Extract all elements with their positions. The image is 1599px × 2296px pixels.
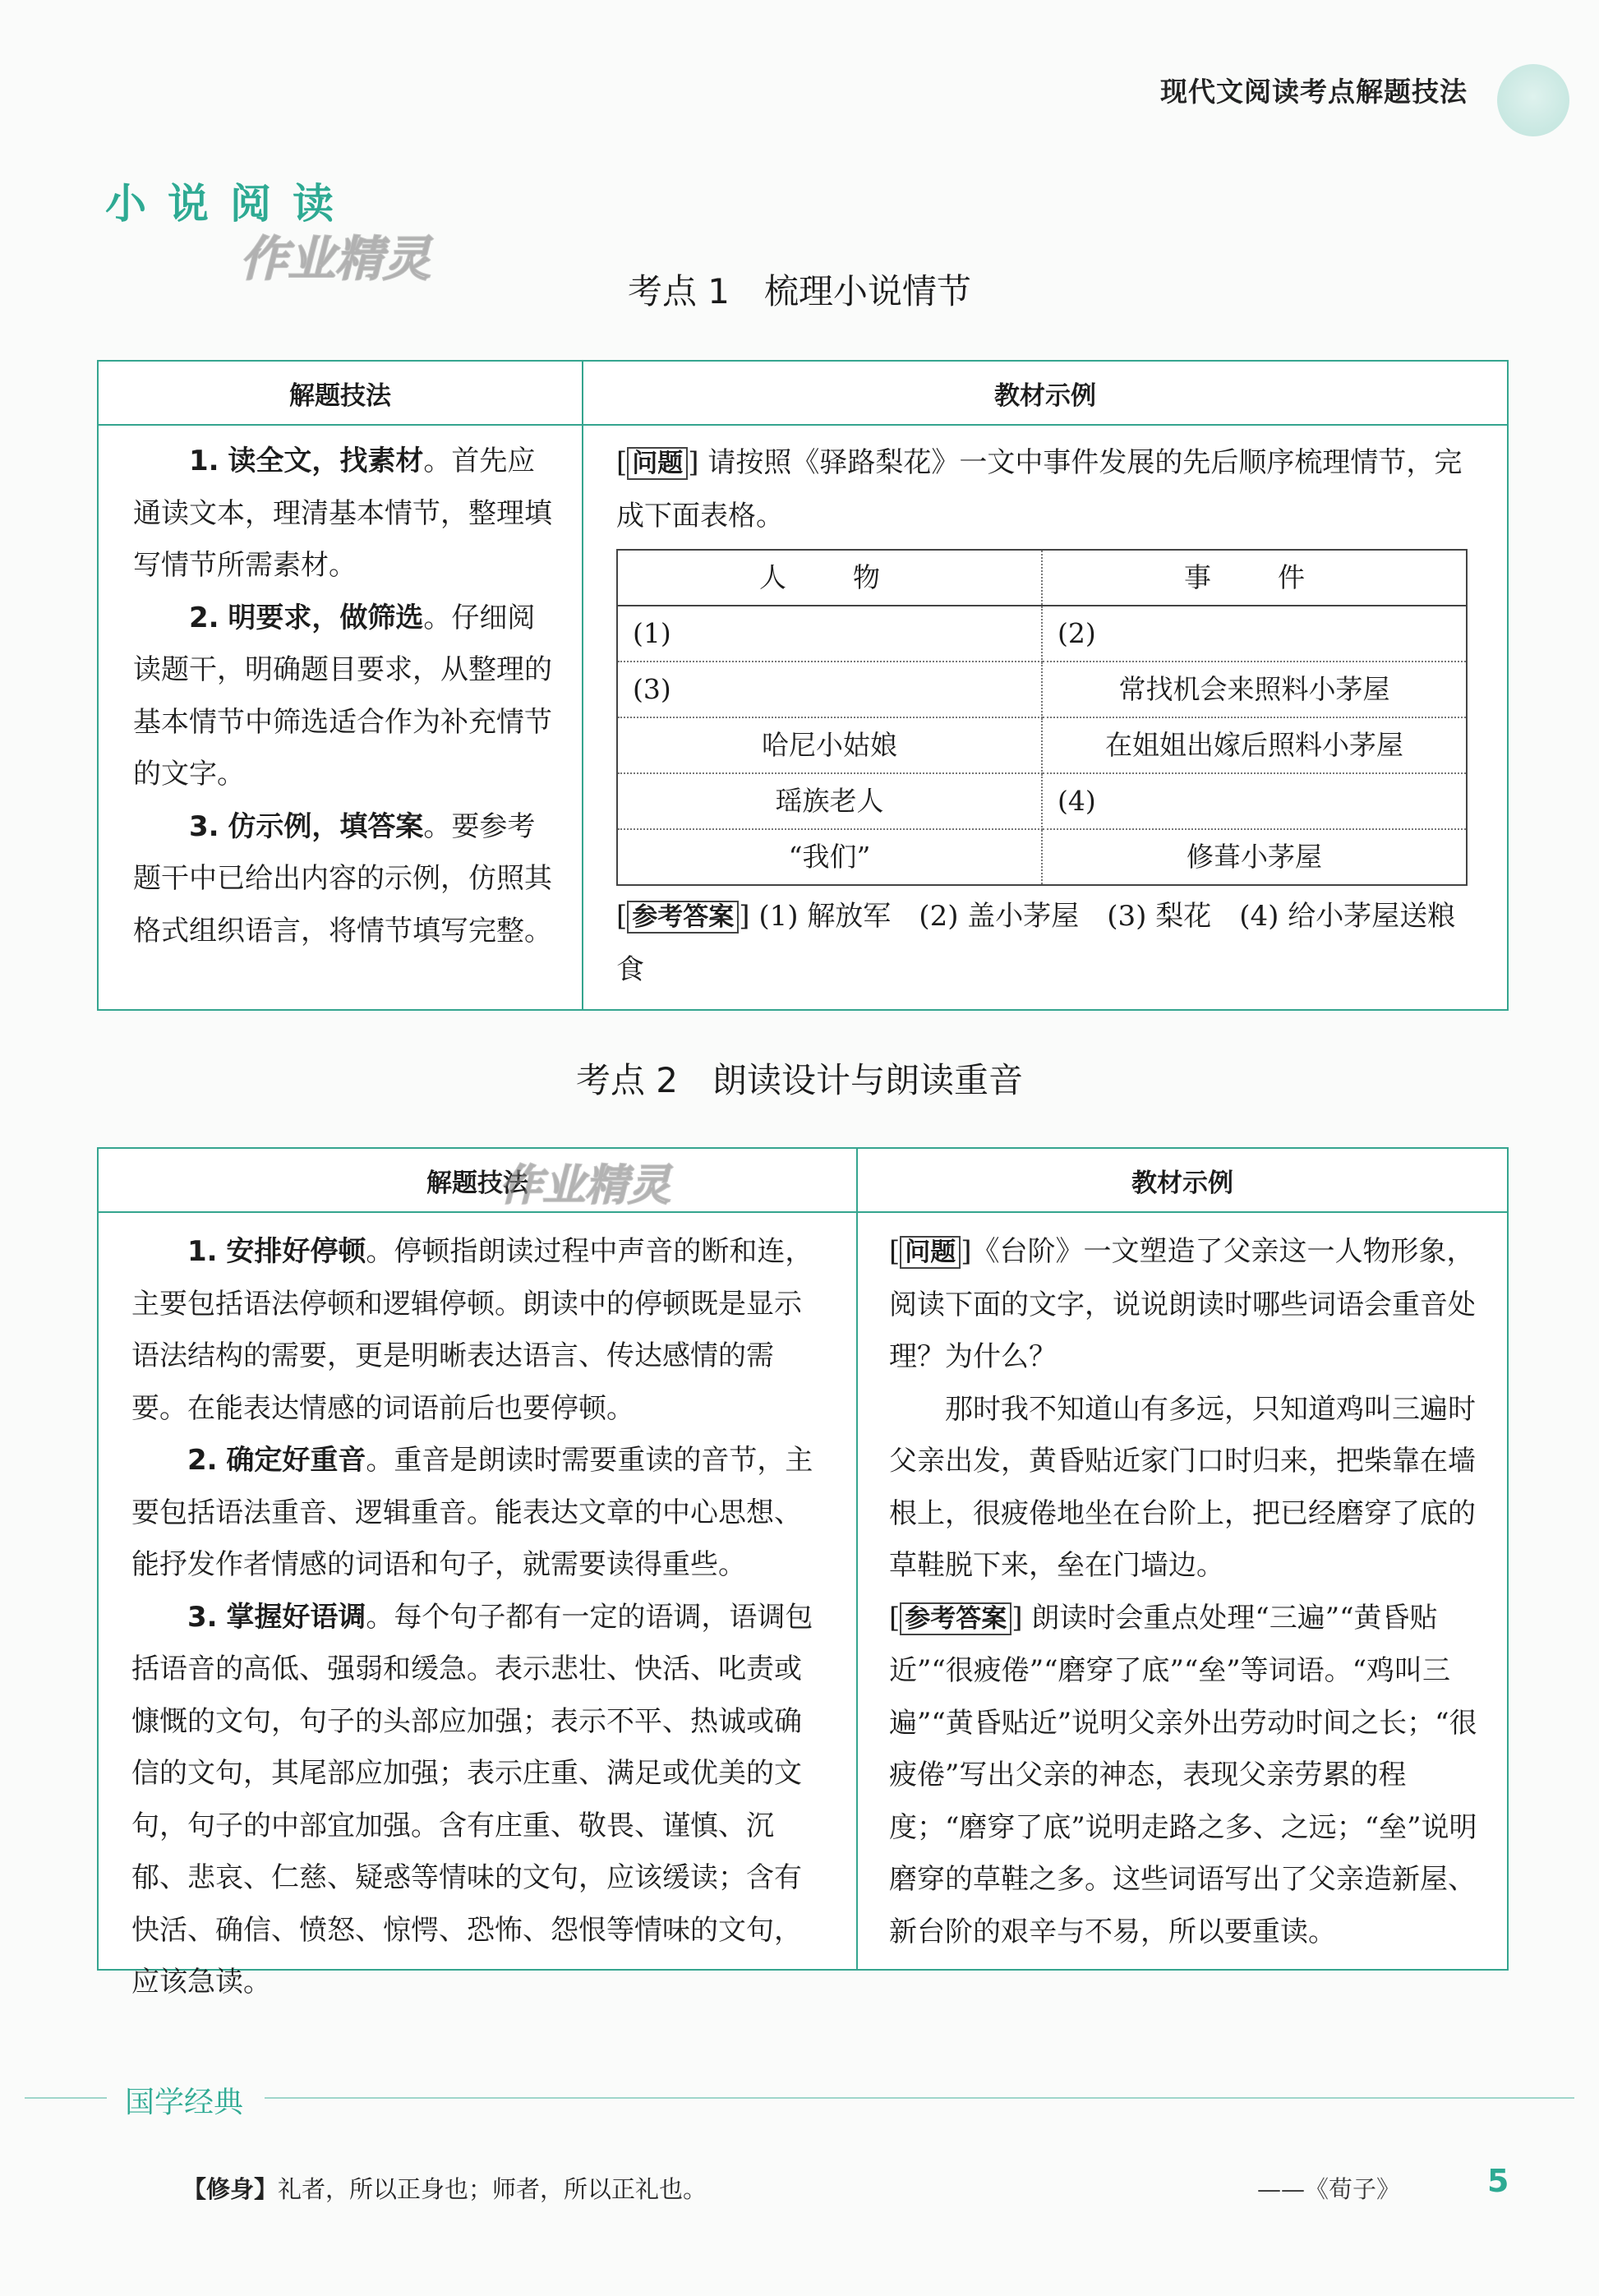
method-1: 1. 读全文，找素材。首先应通读文本，理清基本情节，整理填写情节所需素材。	[133, 445, 552, 582]
footer-quote	[182, 2171, 707, 2205]
table-row: (3) 常找机会来照料小茅屋	[617, 662, 1467, 717]
kaodian2-title-text: 朗读设计与朗读重音	[712, 1060, 1024, 1100]
watermark-middle: 作业精灵	[500, 1161, 671, 1210]
watermark-top: 作业精灵	[240, 231, 431, 287]
table-header-person: 人 物	[617, 550, 1042, 606]
kaodian1-answer: [ 参考答案 ] (1) 解放军 (2) 盖小茅屋 (3) 梨花 (4) 给小茅屋送粮食	[616, 900, 1456, 986]
footer-label: 国学经典	[125, 2086, 244, 2119]
kaodian1-methods	[133, 436, 552, 957]
method-3: 3. 掌握好语调。每个句子都有一定的语调，语调包括语音的高低、强弱和缓急。表示悲壮、快活、叱责或慷慨的文句，句子的头部应加强；表示不平、热诚或确信的文句，其尾部应加强；表示庄重、满足或优美的文句，句子的中部宜加强。含有庄重、敬畏、谨慎、沉郁、悲哀、仁慈、疑惑等情味的文句，应该缓读；含有快活、确信、愤怒、惊愕、恐怖、怨恨等情味的文句，应该急读。	[131, 1600, 813, 1999]
kaodian2-num: 考点 2	[575, 1060, 679, 1100]
kaodian2-question: [ 问题 ]《台阶》一文塑造了父亲这一人物形象，阅读下面的文字，说说朗读时哪些词语会重音处理？为什么？	[889, 1235, 1476, 1373]
kaodian1-left-header: 解题技法	[99, 362, 583, 424]
footer-quote-text: 礼者，所以正身也；师者，所以正礼也。	[278, 2175, 707, 2203]
kaodian2-title	[0, 1053, 1599, 1103]
kaodian1-title	[0, 265, 1599, 314]
footer-divider-left	[25, 2097, 107, 2099]
table-header-event: 事 件	[1042, 550, 1467, 606]
section-title: 小说阅读	[105, 180, 355, 228]
table-row: 哈尼小姑娘 在姐姐出嫁后照料小茅屋	[617, 717, 1467, 773]
footer-quote-tag: 【修身】	[182, 2175, 279, 2203]
kaodian1-example	[616, 437, 1479, 996]
kaodian1-right-header: 教材示例	[994, 380, 1096, 411]
kaodian1-question: [ 问题 ] 请按照《驿路梨花》一文中事件发展的先后顺序梳理情节，完成下面表格。	[616, 446, 1463, 533]
header-title: 现代文阅读考点解题技法	[1160, 76, 1468, 108]
plot-table	[616, 549, 1468, 886]
table-row: (1) (2)	[617, 606, 1467, 662]
kaodian2-right-header: 教材示例	[1131, 1168, 1233, 1198]
kaodian2-box	[97, 1147, 1509, 1999]
kaodian1-box	[97, 360, 1509, 1011]
kaodian2-answer: [ 参考答案 ] 朗读时会重点处理“三遍”“黄昏贴近”“很疲倦”“磨穿了底”“垒”等词语。“鸡叫三遍”“黄昏贴近”说明父亲外出劳动时间之长；“很疲倦”写出父亲的神态，表现父亲劳累的程度；“磨穿了底”说明走路之多、之远；“垒”说明磨穿的草鞋之多。这些词语写出了父亲造新屋、新台阶的艰辛与不易，所以要重读。	[889, 1601, 1477, 1948]
kaodian2-methods	[131, 1226, 827, 2009]
table-row: “我们” 修葺小茅屋	[617, 829, 1467, 885]
footer-source: ——《荀子》	[1257, 2175, 1401, 2203]
method-2: 2. 明要求，做筛选。仔细阅读题干，明确题目要求，从整理的基本情节中筛选适合作为补充情节的文字。	[133, 601, 552, 791]
header-badge-icon	[1497, 64, 1569, 136]
kaodian2-left-header: 解题技法	[99, 1149, 858, 1211]
page-number: 5	[1487, 2163, 1509, 2199]
kaodian2-example	[889, 1226, 1481, 1958]
method-1: 1. 安排好停顿。停顿指朗读过程中声音的断和连，主要包括语法停顿和逻辑停顿。朗读中的停顿既是显示语法结构的需要，更是明晰表达语言、传达感情的需要。在能表达情感的词语前后也要停顿。	[131, 1235, 813, 1425]
kaodian1-num: 考点 1	[627, 271, 730, 311]
footer-divider-right	[265, 2097, 1574, 2099]
table-row: 瑶族老人 (4)	[617, 773, 1467, 829]
method-3: 3. 仿示例，填答案。要参考题干中已给出内容的示例，仿照其格式组织语言，将情节填写完整。	[133, 809, 552, 947]
method-2: 2. 确定好重音。重音是朗读时需要重读的音节，主要包括语法重音、逻辑重音。能表达文章的中心思想、能抒发作者情感的词语和句子，就需要读得重些。	[131, 1444, 813, 1581]
kaodian2-passage: 那时我不知道山有多远，只知道鸡叫三遍时父亲出发，黄昏贴近家门口时归来，把柴靠在墙根上，很疲倦地坐在台阶上，把已经磨穿了底的草鞋脱下来，垒在门墙边。	[889, 1392, 1476, 1582]
kaodian1-title-text: 梳理小说情节	[764, 271, 972, 311]
